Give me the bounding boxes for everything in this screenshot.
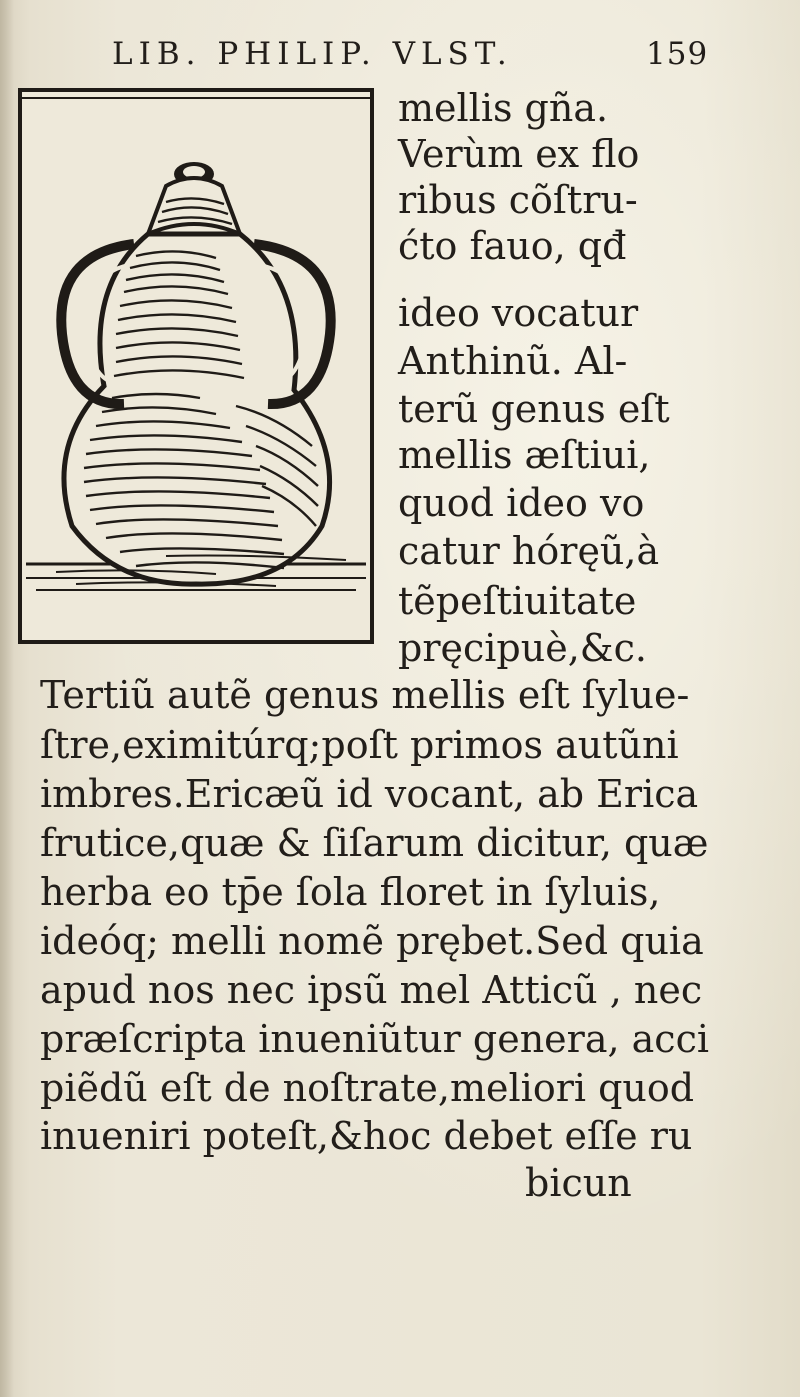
text-line: pręcipuè,&c. — [398, 626, 647, 670]
text-line: mellis æſtiui, — [398, 433, 651, 477]
text-line: ideo vocatur — [398, 291, 639, 335]
text-line: ideóq; melli nomẽ prębet.Sed quia — [40, 919, 704, 963]
text-line: ćto fauo, qđ — [398, 224, 627, 268]
text-line: tẽpeſtiuitate — [398, 579, 637, 623]
text-line: Verùm ex flo — [398, 132, 640, 176]
page-number: 159 — [646, 36, 709, 72]
text-line: inueniri poteſt,&hoc debet eſſe ru — [40, 1114, 693, 1158]
text-line: catur hóręũ,à — [398, 529, 660, 573]
text-line: apud nos nec ipsũ mel Atticũ , nec — [40, 968, 703, 1012]
catchword: bicun — [525, 1161, 632, 1205]
text-line: herba eo tp̄e ſola floret in ſyluis, — [40, 870, 661, 914]
running-title: LIB. PHILIP. VLST. — [112, 36, 513, 72]
text-line: ſtre,eximitúrq;poſt primos autũni — [40, 723, 679, 767]
text-line: Anthinũ. Al- — [398, 339, 628, 383]
text-line: terũ genus eſt — [398, 387, 670, 431]
text-line: frutice,quæ & ſiſarum dicitur, quæ — [40, 821, 709, 865]
text-line: mellis gña. — [398, 86, 609, 130]
text-line: præſcripta inueniũtur genera, acci — [40, 1017, 710, 1061]
text-line: piẽdũ eſt de noſtrate,meliori quod — [40, 1066, 695, 1110]
text-line: Tertiũ autẽ genus mellis eſt ſylue- — [40, 673, 690, 717]
text-line: quod ideo vo — [398, 481, 645, 525]
text-line: imbres.Ericæũ id vocant, ab Erica — [40, 772, 699, 816]
text-line: ribus cõſtru- — [398, 178, 638, 222]
